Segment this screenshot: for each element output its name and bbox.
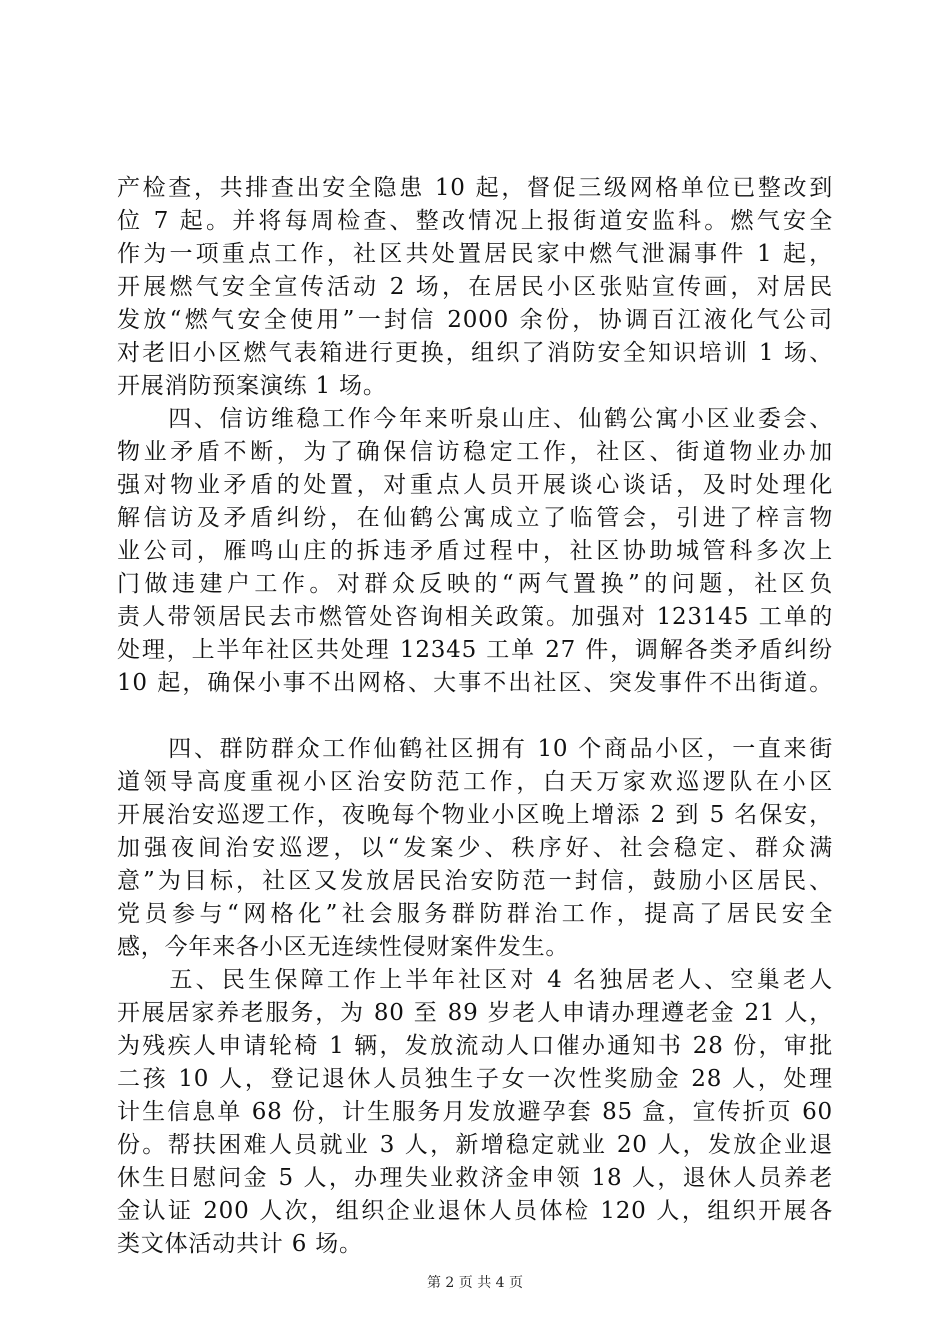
text-line-19: 道领导高度重视小区治安防范工作，白天万家欢巡逻队在小区 [117,769,833,795]
text-line-30: 份。帮扶困难人员就业 3 人，新增稳定就业 20 人，发放企业退 [117,1132,833,1158]
text-line-24: 感，今年来各小区无连续性侵财案件发生。 [117,934,570,960]
text-line-16: 10 起，确保小事不出网格、大事不出社区、突发事件不出街道。 [117,670,833,696]
text-line-29: 计生信息单 68 份，计生服务月发放避孕套 85 盒，宣传折页 60 [117,1099,833,1125]
text-line-5: 发放“燃气安全使用”一封信 2000 余份，协调百江液化气公司 [117,307,833,333]
text-line-15: 处理，上半年社区共处理 12345 工单 27 件，调解各类矛盾纠纷 [117,637,833,663]
text-line-32: 金认证 200 人次，组织企业退休人员体检 120 人，组织开展各 [117,1198,833,1224]
text-line-31: 休生日慰问金 5 人，办理失业救济金申领 18 人，退休人员养老 [117,1165,833,1191]
text-line-12: 业公司，雁鸣山庄的拆违矛盾过程中，社区协助城管科多次上 [117,538,833,564]
text-line-27: 为残疾人申请轮椅 1 辆，发放流动人口催办通知书 28 份，审批 [117,1033,833,1059]
text-line-14: 责人带领居民去市燃管处咨询相关政策。加强对 123145 工单的 [117,604,833,630]
text-line-26: 开展居家养老服务，为 80 至 89 岁老人申请办理遵老金 21 人， [117,1000,833,1026]
text-line-3: 作为一项重点工作，社区共处置居民家中燃气泄漏事件 1 起， [117,241,833,267]
text-line-21: 加强夜间治安巡逻，以“发案少、秩序好、社会稳定、群众满 [117,835,833,861]
text-line-6: 对老旧小区燃气表箱进行更换，组织了消防安全知识培训 1 场、 [117,340,833,366]
text-line-8: 四、信访维稳工作今年来听泉山庄、仙鹤公寓小区业委会、 [117,406,833,432]
paragraph-gap [117,700,833,733]
text-line-7: 开展消防预案演练 1 场。 [117,373,387,399]
text-line-25: 五、民生保障工作上半年社区对 4 名独居老人、空巢老人 [117,967,833,993]
text-line-4: 开展燃气安全宣传活动 2 场，在居民小区张贴宣传画，对居民 [117,274,833,300]
text-line-9: 物业矛盾不断，为了确保信访稳定工作，社区、街道物业办加 [117,439,833,465]
text-line-1: 产检查，共排查出安全隐患 10 起，督促三级网格单位已整改到 [117,175,833,201]
text-line-18: 四、群防群众工作仙鹤社区拥有 10 个商品小区，一直来街 [117,736,833,762]
page-footer: 第 2 页 共 4 页 [426,1275,524,1291]
text-line-28: 二孩 10 人，登记退休人员独生子女一次性奖励金 28 人，处理 [117,1066,833,1092]
text-line-33: 类文体活动共计 6 场。 [117,1231,363,1257]
text-line-11: 解信访及矛盾纠纷，在仙鹤公寓成立了临管会，引进了梓言物 [117,505,833,531]
text-line-2: 位 7 起。并将每周检查、整改情况上报街道安监科。燃气安全 [117,208,833,234]
text-line-23: 党员参与“网格化”社会服务群防群治工作，提高了居民安全 [117,901,833,927]
document-body [117,172,833,1261]
text-line-20: 开展治安巡逻工作，夜晚每个物业小区晚上增添 2 到 5 名保安， [117,802,833,828]
text-line-10: 强对物业矛盾的处置，对重点人员开展谈心谈话，及时处理化 [117,472,833,498]
text-line-22: 意”为目标，社区又发放居民治安防范一封信，鼓励小区居民、 [117,868,833,894]
text-line-13: 门做违建户工作。对群众反映的“两气置换”的问题，社区负 [117,571,833,597]
